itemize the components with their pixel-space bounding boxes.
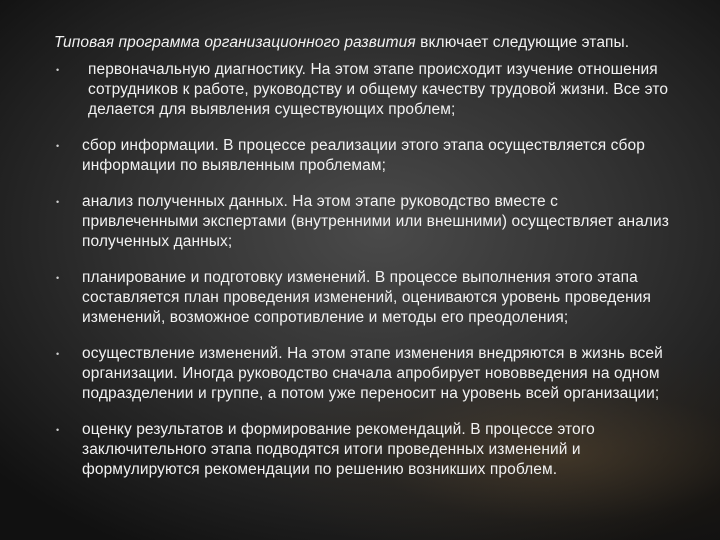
stages-list: [54, 60, 674, 480]
bullet-icon: •: [56, 425, 60, 435]
list-item-text: осуществление изменений. На этом этапе изменения внедряются в жизнь всей организации. Иногда руководство сначала апробирует нововведения на одном подразделении и группе, а потом уже переносит на уровень всей организации;: [82, 345, 663, 402]
bullet-icon: •: [56, 65, 60, 75]
list-item-stage-2: [54, 136, 674, 176]
list-item-text: сбор информации. В процессе реализации этого этапа осуществляется сбор информации по выявленным проблемам;: [82, 137, 645, 174]
intro-regular-text: включает следующие этапы.: [415, 34, 630, 51]
bullet-icon: •: [56, 349, 60, 359]
slide-content: [54, 33, 674, 496]
list-item-stage-3: [54, 192, 674, 252]
bullet-icon: •: [56, 273, 60, 283]
bullet-icon: •: [56, 197, 60, 207]
list-item-stage-1: [54, 60, 674, 120]
list-item-stage-5: [54, 344, 674, 404]
list-item-text: оценку результатов и формирование рекомендаций. В процессе этого заключительного этапа подводятся итоги проведенных изменений и формулируются рекомендации по решению возникших проблем.: [82, 421, 595, 478]
list-item-text: анализ полученных данных. На этом этапе руководство вместе с привлеченными экспертами (внутренними или внешними) осуществляет анализ полученных данных;: [82, 193, 670, 250]
list-item-text: планирование и подготовку изменений. В процессе выполнения этого этапа составляется план проведения изменений, оцениваются уровень проведения изменений, возможное сопротивление и методы его преодоления;: [82, 269, 652, 326]
intro-paragraph: [54, 33, 674, 52]
list-item-stage-4: [54, 268, 674, 328]
list-item-stage-6: [54, 420, 674, 480]
intro-italic-text: Типовая программа организационного развития: [54, 34, 416, 51]
list-item-text: первоначальную диагностику. На этом этапе происходит изучение отношения сотрудников к работе, руководству и общему качеству трудовой жизни. Все это делается для выявления существующих проблем;: [88, 61, 669, 118]
bullet-icon: •: [56, 141, 60, 151]
